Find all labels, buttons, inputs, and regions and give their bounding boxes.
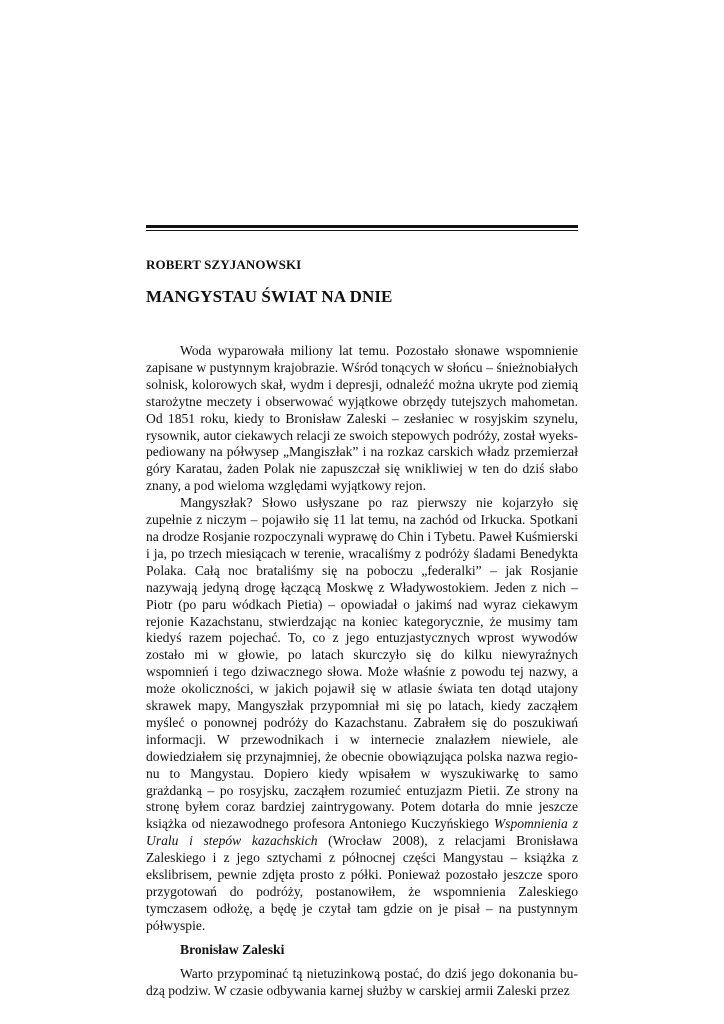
paragraph-2-text-b: (Wrocław 2008), z relacjami Bronisława Zaleskiego i z jego sztychami z północnej części Mangystau – książka z ekslibrisem, pewnie zdjęta prosto z półki. Ponieważ pozostało jeszcze sporo przygotowań do podróży, postanowiłem, że wspomnienia Zaleskiego tymczasem odłożę, a będę je czytał tam gdzie on je pisał – na pustynnym półwyspie. xyxy=(146,833,579,933)
article-title: MANGYSTAU ŚWIAT NA DNIE xyxy=(146,287,393,306)
article-author: ROBERT SZYJANOWSKI xyxy=(146,257,302,272)
header-rule-thin xyxy=(146,230,578,231)
paragraph-1: Woda wyparowała miliony lat temu. Pozostało słonawe wspomnienie zapisane w pustynnym krajobrazie. Wśród tonących w słońcu – śnieżnobiałych solnisk, kolorowych skał, wydm i depresji, odnaleźć można ukryte pod ziemią starożytne meczety i obserwować wyjątkowe obrzędy tutejszych mahometan. Od 1851 roku, kiedy to Bronisław Zaleski – zesłaniec w rosyjskim szynelu, rysownik, autor ciekawych relacji ze swoich stepowych podróży, został wyekspediowany na półwysep „Mangiszłak” i na rozkaz carskich władz przemierzał góry Karatau, żaden Polak nie zapuszczał się wnikliwiej w ten do dziś słabo znany, a pod wieloma względami wyjątkowy rejon. xyxy=(146,343,578,494)
section-heading: Bronisław Zaleski xyxy=(180,941,285,957)
article-body xyxy=(146,343,578,999)
header-rule-thick xyxy=(146,225,578,228)
paragraph-2-text-a: Mangyszłak? Słowo usłyszane po raz pierwszy nie kojarzyło się zupełnie z niczym – pojawiło się 11 lat temu, na zachód od Irkucka. Spotkani na drodze Rosjanie rozpoczynali wyprawę do Chin i Tybetu. Paweł Kuśmierski i ja, po trzech miesiącach w terenie, wracaliśmy z podróży śladami Benedykta Polaka. Całą noc brataliśmy się na poboczu „federalki” – jak Rosjanie nazywają jedyną drogę łączącą Moskwę z Władywostokiem. Jeden z nich – Piotr (po paru wódkach Pietia) – opowiadał o jakimś nad wyraz ciekawym rejonie Kazachstanu, stwierdzając na koniec kategorycznie, że musimy tam kiedyś razem pojechać. To, co z jego entuzjastycznych wprost wywodów zostało mi w głowie, po latach skurczyło się do kilku niewyraźnych wspomnień i tego dziwacznego słowa. Może właśnie z powodu tej nazwy, a może okoliczności, w jakich pojawił się w atlasie świata ten dotąd utajony skrawek mapy, Mangyszłak przypomniał mi się po latach, kiedy zacząłem myśleć o ponownej podróży do Kazachstanu. Zabrałem się do poszukiwań informacji. W przewodnikach i w internecie znalazłem niewiele, ale dowiedziałem się przynajmniej, że obecnie obowiązująca polska nazwa regionu to Mangystau. Dopiero kiedy wpisałem w wyszukiwarkę to samo grażdanką – po rosyjsku, zacząłem rozumieć entuzjazm Pietii. Ze strony na stronę byłem coraz bardziej zaintrygowany. Potem dotarła do mnie jeszcze książka od niezawodnego profesora Antoniego Kuczyńskiego xyxy=(146,495,578,832)
paragraph-2 xyxy=(146,495,578,935)
header-rules xyxy=(146,225,578,231)
book-title-italic: Wspomnienia z Uralu i stepów kazachskich xyxy=(146,816,578,849)
paragraph-3: Warto przypominać tą nietuzinkową postać, do dziś jego dokonania budzą podziw. W czasie odbywania karnej służby w carskiej armii Zaleski przez xyxy=(146,965,578,998)
